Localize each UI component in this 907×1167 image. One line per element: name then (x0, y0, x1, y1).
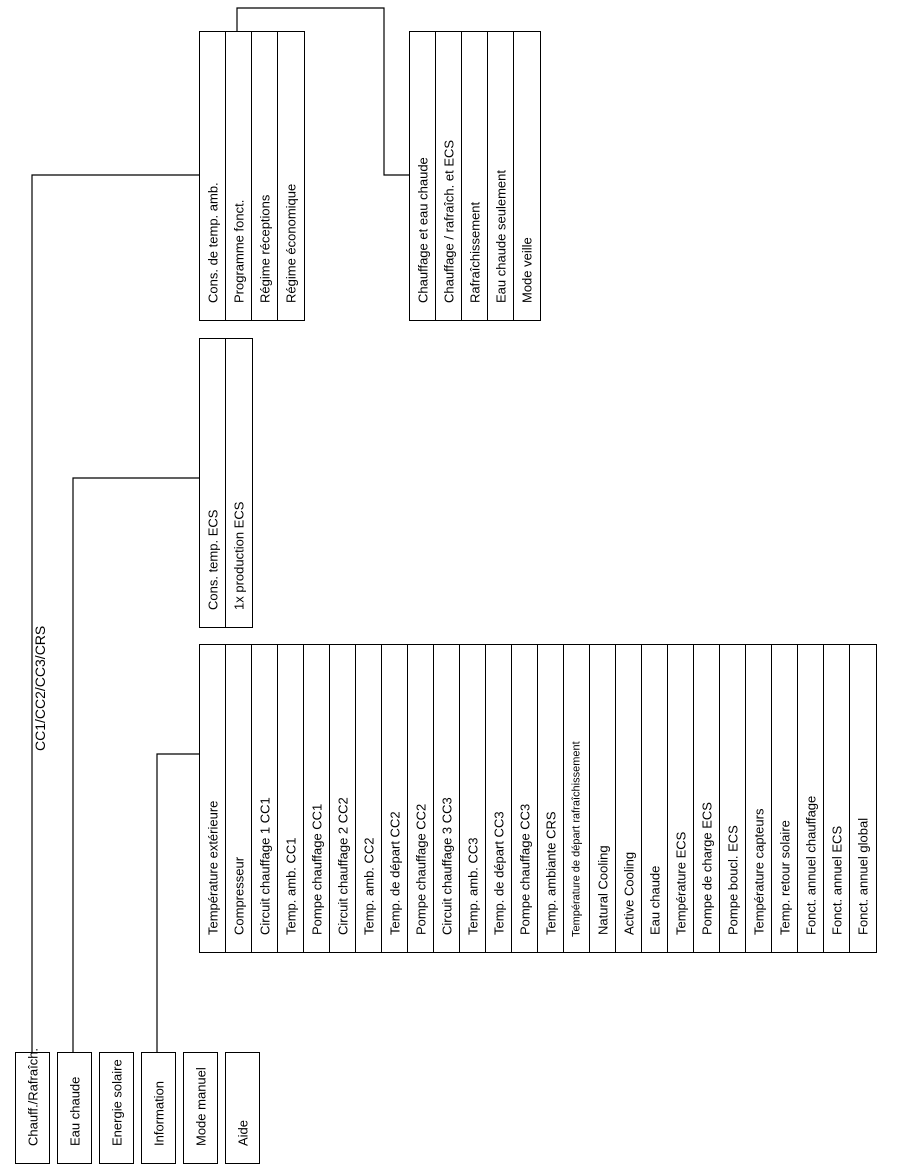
programme-item[interactable]: Rafraîchissement (461, 31, 488, 321)
chauff-item[interactable]: Cons. de temp. amb. (199, 31, 226, 321)
info-submenu (199, 644, 877, 953)
eau-item[interactable]: Cons. temp. ECS (199, 338, 226, 628)
info-item[interactable]: Circuit chauffage 2 CC2 (329, 644, 356, 953)
programme-item[interactable]: Chauffage / rafraîch. et ECS (435, 31, 462, 321)
programme-submenu (409, 31, 541, 321)
info-item[interactable]: Temp. retour solaire (771, 644, 798, 953)
info-item[interactable]: Temp. amb. CC1 (277, 644, 304, 953)
programme-item[interactable]: Eau chaude seulement (487, 31, 514, 321)
info-item[interactable]: Fonct. annuel ECS (823, 644, 850, 953)
info-item[interactable]: Pompe chauffage CC1 (303, 644, 330, 953)
top-item-energie-solaire[interactable]: Energie solaire (99, 1052, 134, 1164)
info-item[interactable]: Pompe de charge ECS (693, 644, 720, 953)
chauff-item[interactable]: Régime économique (277, 31, 305, 321)
top-item-mode-manuel[interactable]: Mode manuel (183, 1052, 218, 1164)
info-item[interactable]: Natural Cooling (589, 644, 616, 953)
connector-info (157, 754, 199, 1052)
info-item[interactable]: Active Cooling (615, 644, 642, 953)
top-item-information[interactable]: Information (141, 1052, 176, 1164)
info-item[interactable]: Température ECS (667, 644, 694, 953)
info-item[interactable]: Fonct. annuel global (849, 644, 877, 953)
top-item-chauff[interactable]: Chauff./Rafraîch. (15, 1052, 50, 1164)
info-item[interactable]: Temp. de départ CC3 (485, 644, 512, 953)
info-item[interactable]: Pompe chauffage CC3 (511, 644, 538, 953)
connector-eau (73, 478, 199, 1052)
connector-chauff (32, 175, 199, 1052)
info-item[interactable]: Circuit chauffage 1 CC1 (251, 644, 278, 953)
info-item[interactable]: Pompe boucl. ECS (719, 644, 746, 953)
chauff-submenu (199, 31, 305, 321)
info-item[interactable]: Temp. amb. CC3 (459, 644, 486, 953)
info-item[interactable]: Température de départ rafraîchissement (563, 644, 590, 953)
info-item[interactable]: Température capteurs (745, 644, 772, 953)
chauff-item[interactable]: Régime réceptions (251, 31, 278, 321)
top-item-eau-chaude[interactable]: Eau chaude (57, 1052, 92, 1164)
info-item[interactable]: Circuit chauffage 3 CC3 (433, 644, 460, 953)
info-item[interactable]: Fonct. annuel chauffage (797, 644, 824, 953)
info-item[interactable]: Temp. amb. CC2 (355, 644, 382, 953)
top-item-aide[interactable]: Aide (225, 1052, 260, 1164)
info-item[interactable]: Eau chaude (641, 644, 668, 953)
eau-submenu (199, 338, 253, 628)
info-item[interactable]: Compresseur (225, 644, 252, 953)
programme-item[interactable]: Chauffage et eau chaude (409, 31, 436, 321)
info-item[interactable]: Temp. de départ CC2 (381, 644, 408, 953)
info-item[interactable]: Temp. ambiante CRS (537, 644, 564, 953)
info-item[interactable]: Température extérieure (199, 644, 226, 953)
chauff-item[interactable]: Programme fonct. (225, 31, 252, 321)
eau-item[interactable]: 1x production ECS (225, 338, 253, 628)
info-item[interactable]: Pompe chauffage CC2 (407, 644, 434, 953)
diagram-title: CC1/CC2/CC3/CRS (32, 625, 48, 751)
programme-item[interactable]: Mode veille (513, 31, 541, 321)
